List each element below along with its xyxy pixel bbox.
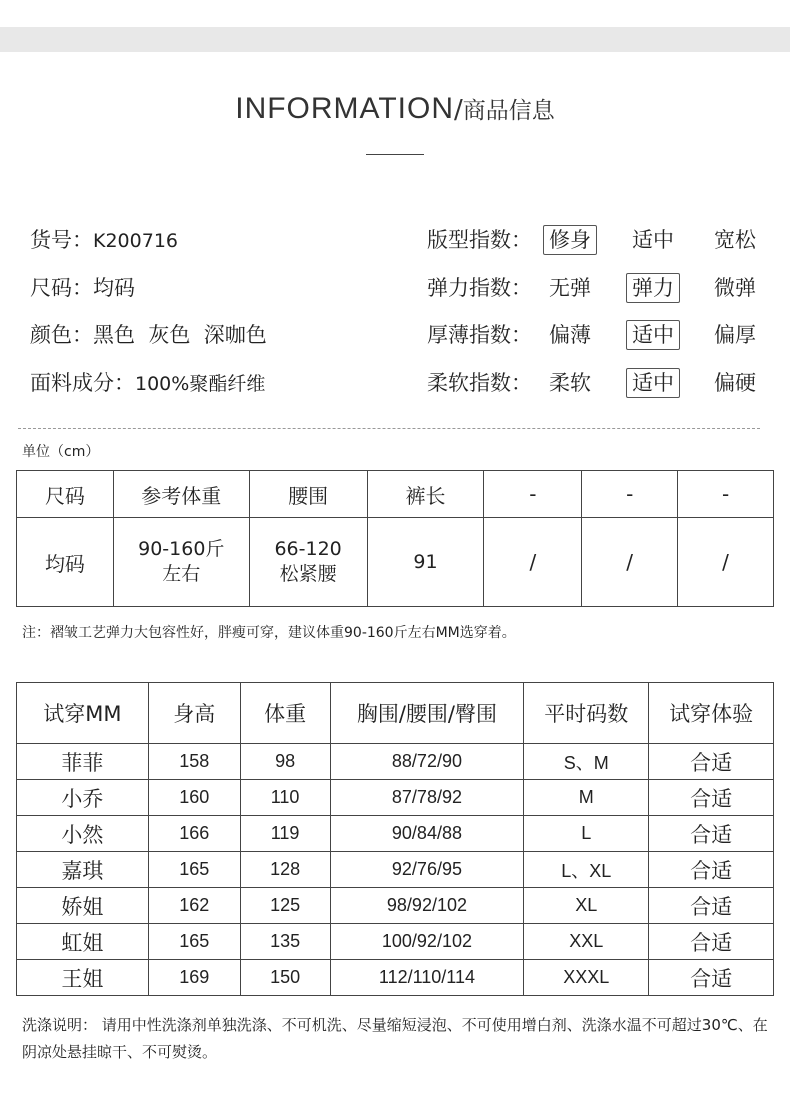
dashed-divider: [18, 428, 760, 429]
index-option: 宽松: [714, 228, 756, 252]
cell-measurements: 88/72/90: [330, 744, 524, 780]
cell-weight: [113, 518, 249, 607]
index-option-selected: 弹力: [626, 273, 680, 303]
cell-model: 小然: [17, 816, 149, 852]
info-value: K200716: [93, 230, 178, 252]
table-row: [17, 744, 774, 780]
cell-fit: 合适: [649, 960, 774, 996]
index-label: 弹力指数：: [427, 275, 532, 300]
header-cell: 体重: [240, 683, 330, 744]
tryon-table-header: [17, 683, 774, 744]
title-chinese: 商品信息: [462, 98, 555, 124]
index-option: 偏薄: [549, 323, 591, 347]
table-row: [17, 780, 774, 816]
cell-fit: 合适: [649, 888, 774, 924]
title-separator: /: [454, 95, 463, 125]
header-cell: 胸围/腰围/臀围: [330, 683, 524, 744]
cell-line: 松紧腰: [279, 563, 337, 585]
cell-height: 162: [148, 888, 240, 924]
cell-usual-size: M: [524, 780, 649, 816]
cell-weight: 98: [240, 744, 330, 780]
cell-measurements: 90/84/88: [330, 816, 524, 852]
cell-height: 166: [148, 816, 240, 852]
cell-weight: 128: [240, 852, 330, 888]
header-cell: 身高: [148, 683, 240, 744]
cell-model: 王姐: [17, 960, 149, 996]
index-label: 柔软指数：: [427, 370, 532, 395]
cell-model: 虹姐: [17, 924, 149, 960]
cell-length: 91: [367, 518, 484, 607]
size-note: 注：褶皱工艺弹力大包容性好，胖瘦可穿，建议体重90-160斤左右MM选穿着。: [22, 625, 516, 641]
cell-fit: 合适: [649, 852, 774, 888]
info-item-fabric: [30, 365, 267, 413]
header-cell: 平时码数: [524, 683, 649, 744]
cell-model: 小乔: [17, 780, 149, 816]
index-option-selected: 适中: [626, 368, 680, 398]
index-label: 版型指数：: [427, 228, 532, 252]
cell-measurements: 92/76/95: [330, 852, 524, 888]
cell-empty: /: [484, 518, 582, 607]
cell-usual-size: XXXL: [524, 960, 649, 996]
info-value: 100%聚酯纤维: [135, 372, 266, 395]
cell-measurements: 87/78/92: [330, 780, 524, 816]
cell-usual-size: XL: [524, 888, 649, 924]
header-cell: -: [678, 471, 774, 518]
header-cell: -: [582, 471, 678, 518]
table-row: [17, 924, 774, 960]
header-cell: 尺码: [17, 471, 114, 518]
cell-weight: 110: [240, 780, 330, 816]
index-option: 柔软: [549, 370, 591, 395]
header-cell: 腰围: [249, 471, 367, 518]
cell-line: 66-120: [274, 538, 342, 560]
index-option: 适中: [632, 228, 674, 252]
cell-model: 嘉琪: [17, 852, 149, 888]
info-label: 尺码：: [30, 275, 93, 300]
index-fit: [427, 222, 767, 270]
header-cell: 试穿MM: [17, 683, 149, 744]
product-info-left: [30, 222, 267, 412]
index-elasticity: [427, 270, 767, 318]
size-table-header: [17, 471, 774, 518]
info-label: 面料成分：: [30, 370, 135, 395]
table-row: [17, 518, 774, 607]
table-row: [17, 852, 774, 888]
index-option: 偏厚: [714, 323, 756, 347]
header-cell: 试穿体验: [649, 683, 774, 744]
cell-fit: 合适: [649, 744, 774, 780]
header-cell: 裤长: [367, 471, 484, 518]
info-label: 颜色：: [30, 323, 93, 347]
title-english: INFORMATION: [235, 92, 454, 125]
index-option-selected: 适中: [626, 320, 680, 350]
index-label: 厚薄指数：: [427, 323, 532, 347]
table-row: [17, 960, 774, 996]
cell-weight: 150: [240, 960, 330, 996]
cell-usual-size: XXL: [524, 924, 649, 960]
cell-fit: 合适: [649, 816, 774, 852]
cell-usual-size: L、XL: [524, 852, 649, 888]
cell-usual-size: L: [524, 816, 649, 852]
info-item-color: [30, 317, 267, 365]
cell-height: 160: [148, 780, 240, 816]
product-index-right: [427, 222, 767, 412]
index-thickness: [427, 317, 767, 365]
title-underline: [366, 154, 424, 155]
header-cell: -: [484, 471, 582, 518]
cell-height: 169: [148, 960, 240, 996]
size-table: [16, 470, 774, 607]
cell-model: 菲菲: [17, 744, 149, 780]
cell-height: 165: [148, 924, 240, 960]
index-option: 无弹: [549, 275, 591, 300]
cell-empty: /: [582, 518, 678, 607]
cell-line: 左右: [162, 563, 201, 585]
cell-waist: [249, 518, 367, 607]
cell-usual-size: S、M: [524, 744, 649, 780]
cell-fit: 合适: [649, 924, 774, 960]
unit-label: 单位（cm）: [22, 444, 100, 460]
top-banner-bar: [0, 27, 790, 52]
cell-fit: 合适: [649, 780, 774, 816]
index-option: 微弹: [714, 275, 756, 300]
cell-model: 娇姐: [17, 888, 149, 924]
cell-height: 158: [148, 744, 240, 780]
washing-instructions: 洗涤说明： 请用中性洗涤剂单独洗涤、不可机洗、尽量缩短浸泡、不可使用增白剂、洗涤水温不可超过30℃、在阴凉处悬挂晾干、不可熨烫。: [22, 1016, 768, 1061]
index-softness: [427, 365, 767, 413]
cell-size: 均码: [17, 518, 114, 607]
table-row: [17, 888, 774, 924]
cell-weight: 119: [240, 816, 330, 852]
cell-line: 90-160斤: [138, 538, 225, 560]
info-item-sku: [30, 222, 267, 270]
cell-weight: 125: [240, 888, 330, 924]
index-option: 偏硬: [714, 370, 756, 395]
info-item-size: [30, 270, 267, 318]
table-row: [17, 816, 774, 852]
page-title: [0, 92, 790, 126]
index-option-selected: 修身: [543, 225, 597, 255]
info-value: 黑色 灰色 深咖色: [93, 323, 267, 347]
info-label: 货号：: [30, 228, 93, 252]
tryon-table: [16, 682, 774, 996]
cell-measurements: 112/110/114: [330, 960, 524, 996]
cell-measurements: 98/92/102: [330, 888, 524, 924]
cell-measurements: 100/92/102: [330, 924, 524, 960]
cell-empty: /: [678, 518, 774, 607]
cell-height: 165: [148, 852, 240, 888]
header-cell: 参考体重: [113, 471, 249, 518]
info-value: 均码: [93, 275, 135, 300]
cell-weight: 135: [240, 924, 330, 960]
